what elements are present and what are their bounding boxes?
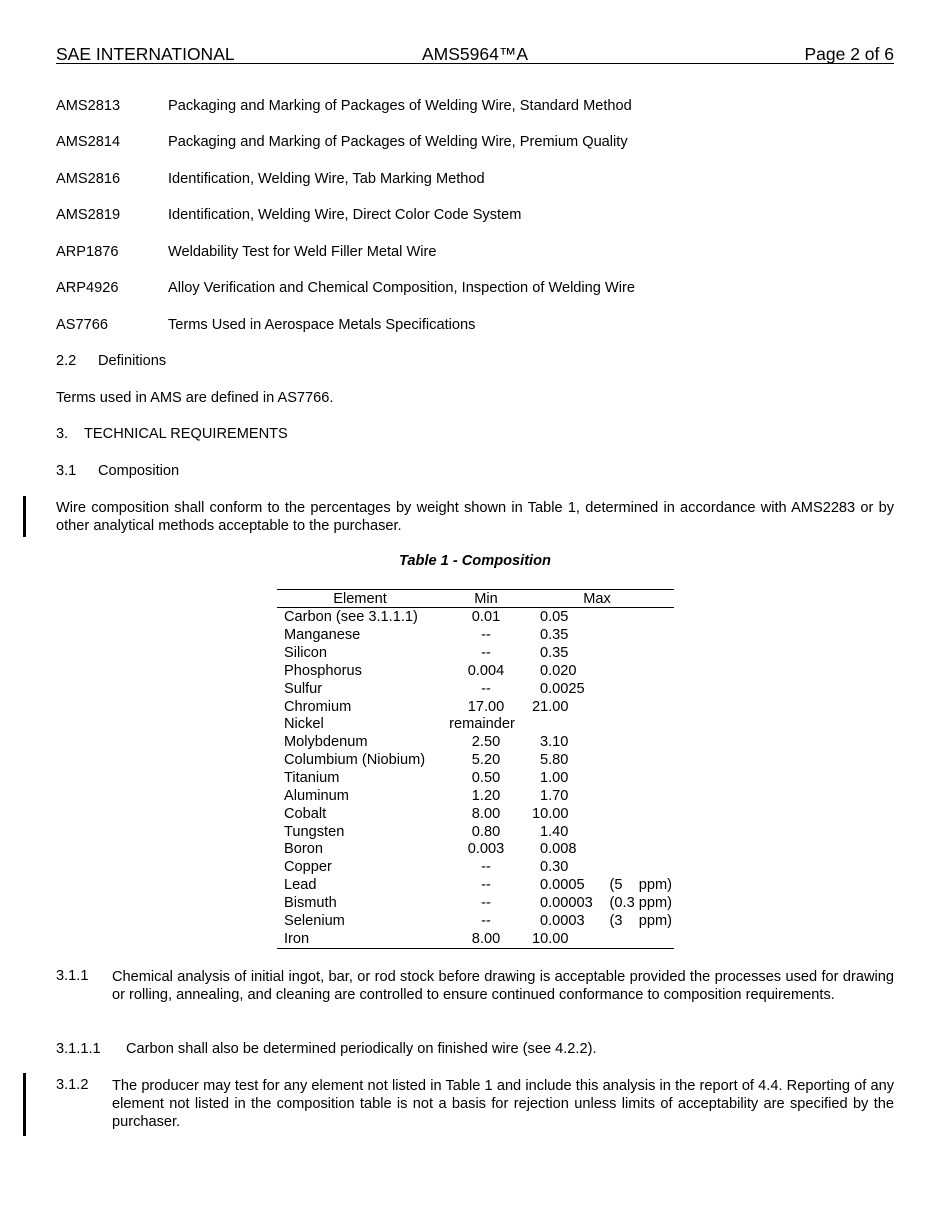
cell-element: Sulfur: [284, 681, 323, 697]
cell-element: Manganese: [284, 627, 361, 643]
cell-min: 17.00: [467, 699, 505, 715]
cell-ppm: (5 ppm): [609, 877, 672, 893]
change-bar: [23, 1073, 26, 1136]
table-bottom-rule: [277, 948, 674, 949]
cell-element: Columbium (Niobium): [284, 752, 426, 768]
table-row: [0, 841, 950, 859]
cell-max: 0.30: [540, 859, 569, 875]
section-2-2-title: Definitions: [98, 353, 167, 369]
table-row: [0, 645, 950, 663]
col-header-max: Max: [583, 591, 611, 607]
cell-element: Bismuth: [284, 895, 337, 911]
cell-max: 0.0005: [540, 877, 585, 893]
section-3-1-title: Composition: [98, 463, 180, 479]
section-2-2-number: 2.2: [56, 353, 77, 369]
col-header-min: Min: [474, 591, 498, 607]
table-row: [0, 752, 950, 770]
cell-element: Selenium: [284, 913, 345, 929]
section-3-number: 3.: [56, 426, 69, 442]
cell-min: 0.50: [471, 770, 501, 786]
table-top-rule: [277, 589, 674, 590]
cell-ppm: (3 ppm): [609, 913, 672, 929]
cell-element: Iron: [284, 931, 310, 947]
table-row: [0, 913, 950, 931]
ref-title: Terms Used in Aerospace Metals Specifications: [168, 317, 476, 333]
table-row: [0, 895, 950, 913]
cell-element: Tungsten: [284, 824, 345, 840]
cell-max: 3.10: [540, 734, 569, 750]
cell-max: 1.40: [540, 824, 569, 840]
section-3-1-2-text: The producer may test for any element not listed in Table 1 and include this analysis in the report of 4.4. Reporting of any element not listed in the composition table is not a basis for rejection unless limits of acceptability are specified by the purchaser.: [112, 1078, 894, 1130]
cell-min: 1.20: [471, 788, 501, 804]
header-right: Page 2 of 6: [804, 44, 894, 64]
table-row: [0, 859, 950, 877]
header-rule: [56, 63, 894, 64]
table-row: [0, 609, 950, 627]
cell-element: Carbon (see 3.1.1.1): [284, 609, 418, 625]
cell-min: remainder: [449, 716, 515, 732]
cell-min: --: [481, 877, 491, 893]
ref-code: AMS2819: [56, 207, 121, 223]
cell-min: 5.20: [471, 752, 501, 768]
section-3-1-1-1-number: 3.1.1.1: [56, 1041, 101, 1057]
cell-max: 0.008: [540, 841, 577, 857]
cell-element: Phosphorus: [284, 663, 362, 679]
ref-code: ARP1876: [56, 244, 119, 260]
cell-min: 2.50: [471, 734, 501, 750]
ref-title: Alloy Verification and Chemical Composition, Inspection of Welding Wire: [168, 280, 635, 296]
table-row: [0, 877, 950, 895]
ref-code: AS7766: [56, 317, 108, 333]
ref-title: Identification, Welding Wire, Direct Color Code System: [168, 207, 522, 223]
cell-min: 0.004: [467, 663, 505, 679]
cell-min: --: [481, 645, 491, 661]
cell-max: 0.020: [540, 663, 577, 679]
table-row: [0, 681, 950, 699]
section-3-title: TECHNICAL REQUIREMENTS: [84, 426, 288, 442]
table-row: [0, 716, 950, 734]
cell-element: Chromium: [284, 699, 352, 715]
ref-title: Identification, Welding Wire, Tab Marking Method: [168, 171, 485, 187]
cell-element: Nickel: [284, 716, 324, 732]
ref-code: ARP4926: [56, 280, 119, 296]
cell-element: Boron: [284, 841, 323, 857]
table-row: [0, 734, 950, 752]
table-row: [0, 931, 950, 949]
cell-element: Copper: [284, 859, 332, 875]
cell-min: --: [481, 895, 491, 911]
table-header-rule: [277, 607, 674, 608]
ref-title: Packaging and Marking of Packages of Welding Wire, Premium Quality: [168, 134, 628, 150]
section-3-1-1-1-text: Carbon shall also be determined periodically on finished wire (see 4.2.2).: [126, 1041, 597, 1057]
cell-min: 8.00: [471, 806, 501, 822]
ref-code: AMS2813: [56, 98, 121, 114]
cell-element: Silicon: [284, 645, 327, 661]
cell-min: 0.80: [471, 824, 501, 840]
cell-min: 8.00: [471, 931, 501, 947]
section-3-1-2-number: 3.1.2: [56, 1077, 89, 1093]
table-row: [0, 663, 950, 681]
change-bar: [23, 496, 26, 537]
table-caption: Table 1 - Composition: [399, 553, 551, 569]
table-row: [0, 788, 950, 806]
cell-element: Lead: [284, 877, 317, 893]
cell-element: Cobalt: [284, 806, 327, 822]
cell-min: --: [481, 627, 491, 643]
cell-max: 0.35: [540, 627, 569, 643]
cell-max: 0.35: [540, 645, 569, 661]
cell-min: --: [481, 913, 491, 929]
cell-min: 0.003: [467, 841, 505, 857]
ref-code: AMS2816: [56, 171, 121, 187]
cell-max: 0.00003: [540, 895, 593, 911]
table-row: [0, 824, 950, 842]
section-3-1-1-text: Chemical analysis of initial ingot, bar, or rod stock before drawing is acceptable provided the processes used for drawing or rolling, annealing, and cleaning are controlled to ensure continued conformance to composition requirements.: [112, 969, 894, 1003]
cell-min: --: [481, 681, 491, 697]
cell-max: 10.00: [532, 806, 569, 822]
cell-max: 1.00: [540, 770, 569, 786]
cell-max: 21.00: [532, 699, 569, 715]
col-header-element: Element: [333, 591, 387, 607]
cell-max: 0.05: [540, 609, 569, 625]
doc-number: AMS5964™A: [421, 44, 529, 64]
cell-ppm: (0.3 ppm): [609, 895, 672, 911]
section-3-1-number: 3.1: [56, 463, 77, 479]
cell-element: Molybdenum: [284, 734, 368, 750]
section-3-1-1-number: 3.1.1: [56, 968, 89, 984]
ref-title: Weldability Test for Weld Filler Metal Wire: [168, 244, 437, 260]
header-left: SAE INTERNATIONAL: [56, 44, 235, 64]
cell-max: 5.80: [540, 752, 569, 768]
table-row: [0, 699, 950, 717]
ref-title: Packaging and Marking of Packages of Welding Wire, Standard Method: [168, 98, 632, 114]
cell-element: Titanium: [284, 770, 340, 786]
cell-min: 0.01: [471, 609, 501, 625]
definitions-text: Terms used in AMS are defined in AS7766.: [56, 390, 334, 406]
cell-max: 1.70: [540, 788, 569, 804]
ref-code: AMS2814: [56, 134, 121, 150]
cell-max: 10.00: [532, 931, 569, 947]
cell-max: 0.0025: [540, 681, 585, 697]
cell-min: --: [481, 859, 491, 875]
cell-element: Aluminum: [284, 788, 349, 804]
table-row: [0, 770, 950, 788]
table-row: [0, 627, 950, 645]
table-row: [0, 806, 950, 824]
cell-max: 0.0003: [540, 913, 585, 929]
composition-text: Wire composition shall conform to the percentages by weight shown in Table 1, determined in accordance with AMS2283 or by other analytical methods acceptable to the purchaser.: [56, 500, 894, 534]
